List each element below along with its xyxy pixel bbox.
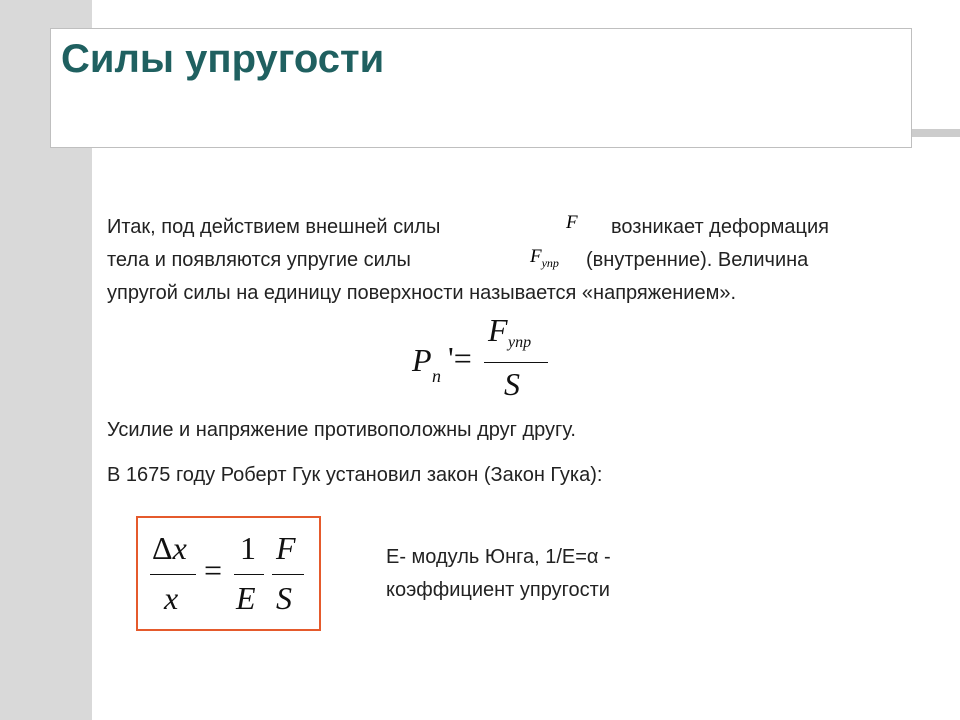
stress-formula [412, 312, 572, 408]
numerator-force: F [488, 312, 508, 348]
note-elasticity-coefficient: коэффициент упругости [386, 579, 610, 601]
hooke-num3: F [276, 530, 296, 566]
hooke-den2: E [236, 580, 256, 616]
denominator-area: S [504, 366, 520, 402]
intro-line2-a: тела и появляются упругие силы [107, 249, 411, 271]
elastic-force-symbol: $F_{упр}$ [530, 246, 559, 270]
slide-title: Силы упругости [61, 37, 385, 81]
fraction-line [484, 362, 548, 363]
title-box [50, 28, 912, 148]
hooke-num1: Δx [152, 530, 187, 566]
note-young-modulus: Е- модуль Юнга, 1/Е=α - [386, 546, 611, 568]
stress-subscript: n [432, 366, 441, 386]
numerator-subscript: упр [508, 334, 532, 351]
paragraph-opposite: Усилие и напряжение противоположны друг другу. [107, 419, 576, 441]
hooke-num2: 1 [240, 530, 256, 566]
hooke-den1: x [164, 580, 179, 616]
hooke-law-formula [136, 516, 321, 631]
intro-line3: упругой силы на единицу поверхности называется «напряжением». [107, 282, 737, 304]
stress-symbol: P [412, 342, 432, 378]
hooke-line1 [150, 574, 196, 575]
title-accent-bar [912, 129, 960, 137]
intro-line2-b: (внутренние). Величина [586, 249, 809, 271]
prime-equals: '= [448, 340, 472, 376]
hooke-equals: = [204, 552, 223, 588]
hooke-den3: S [276, 580, 292, 616]
hooke-line2 [234, 574, 264, 575]
intro-line1-b: возникает деформация [611, 216, 829, 238]
force-symbol: F [566, 212, 578, 233]
intro-line1-a: Итак, под действием внешней силы [107, 216, 441, 238]
paragraph-hooke-history: В 1675 году Роберт Гук установил закон (Закон Гука): [107, 464, 603, 486]
hooke-line3 [272, 574, 304, 575]
